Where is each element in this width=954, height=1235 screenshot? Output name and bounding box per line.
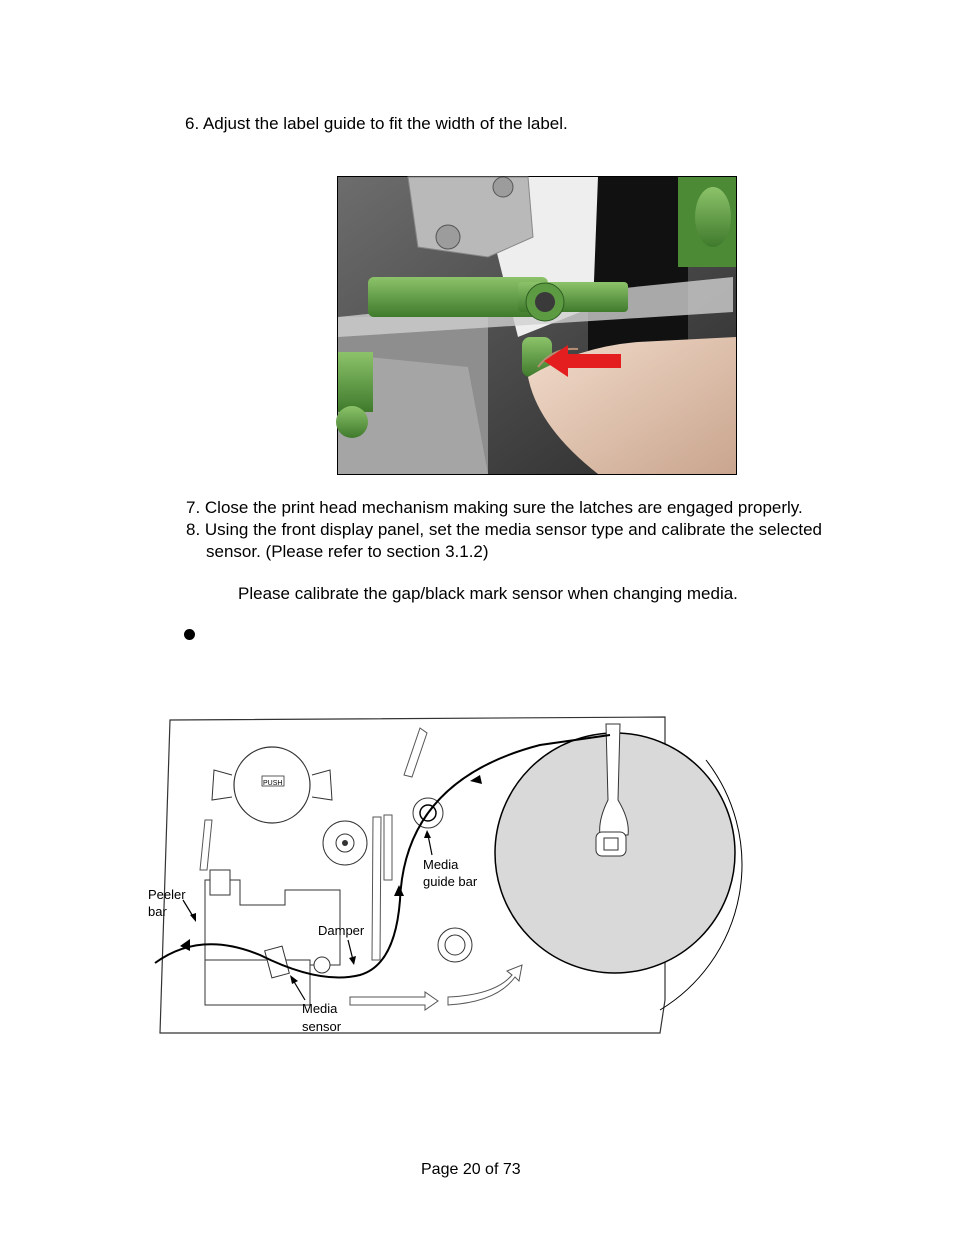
calibration-note: Please calibrate the gap/black mark sensor when changing media.: [238, 584, 738, 603]
step-6-text: 6. Adjust the label guide to fit the width of the label.: [185, 114, 568, 133]
peeler-bar-label-line-1: Peeler: [148, 887, 186, 902]
push-text: PUSH: [263, 780, 283, 787]
step-7-text: 7. Close the print head mechanism making sure the latches are engaged properly.: [186, 498, 803, 517]
media-guide-bar-label-line-1: Media: [423, 857, 459, 872]
step-8-text-line-1: 8. Using the front display panel, set the media sensor type and calibrate the selected: [186, 520, 822, 539]
step-8-text-line-2: sensor. (Please refer to section 3.1.2): [206, 542, 489, 561]
media-sensor-label-line-2: sensor: [302, 1019, 342, 1034]
media-path-drawing: [150, 715, 750, 1040]
peeler-bar-label-line-2: bar: [148, 904, 167, 919]
label-guide-photo: [337, 176, 737, 475]
damper-label: Damper: [318, 923, 365, 938]
media-guide-bar-label-line-2: guide bar: [423, 874, 478, 889]
page-number: Page 20 of 73: [421, 1161, 521, 1178]
media-loading-diagram: [150, 715, 750, 1040]
bullet-point: [184, 629, 195, 640]
label-guide-photo-drawing: [338, 177, 736, 474]
media-sensor-label-line-1: Media: [302, 1001, 338, 1016]
